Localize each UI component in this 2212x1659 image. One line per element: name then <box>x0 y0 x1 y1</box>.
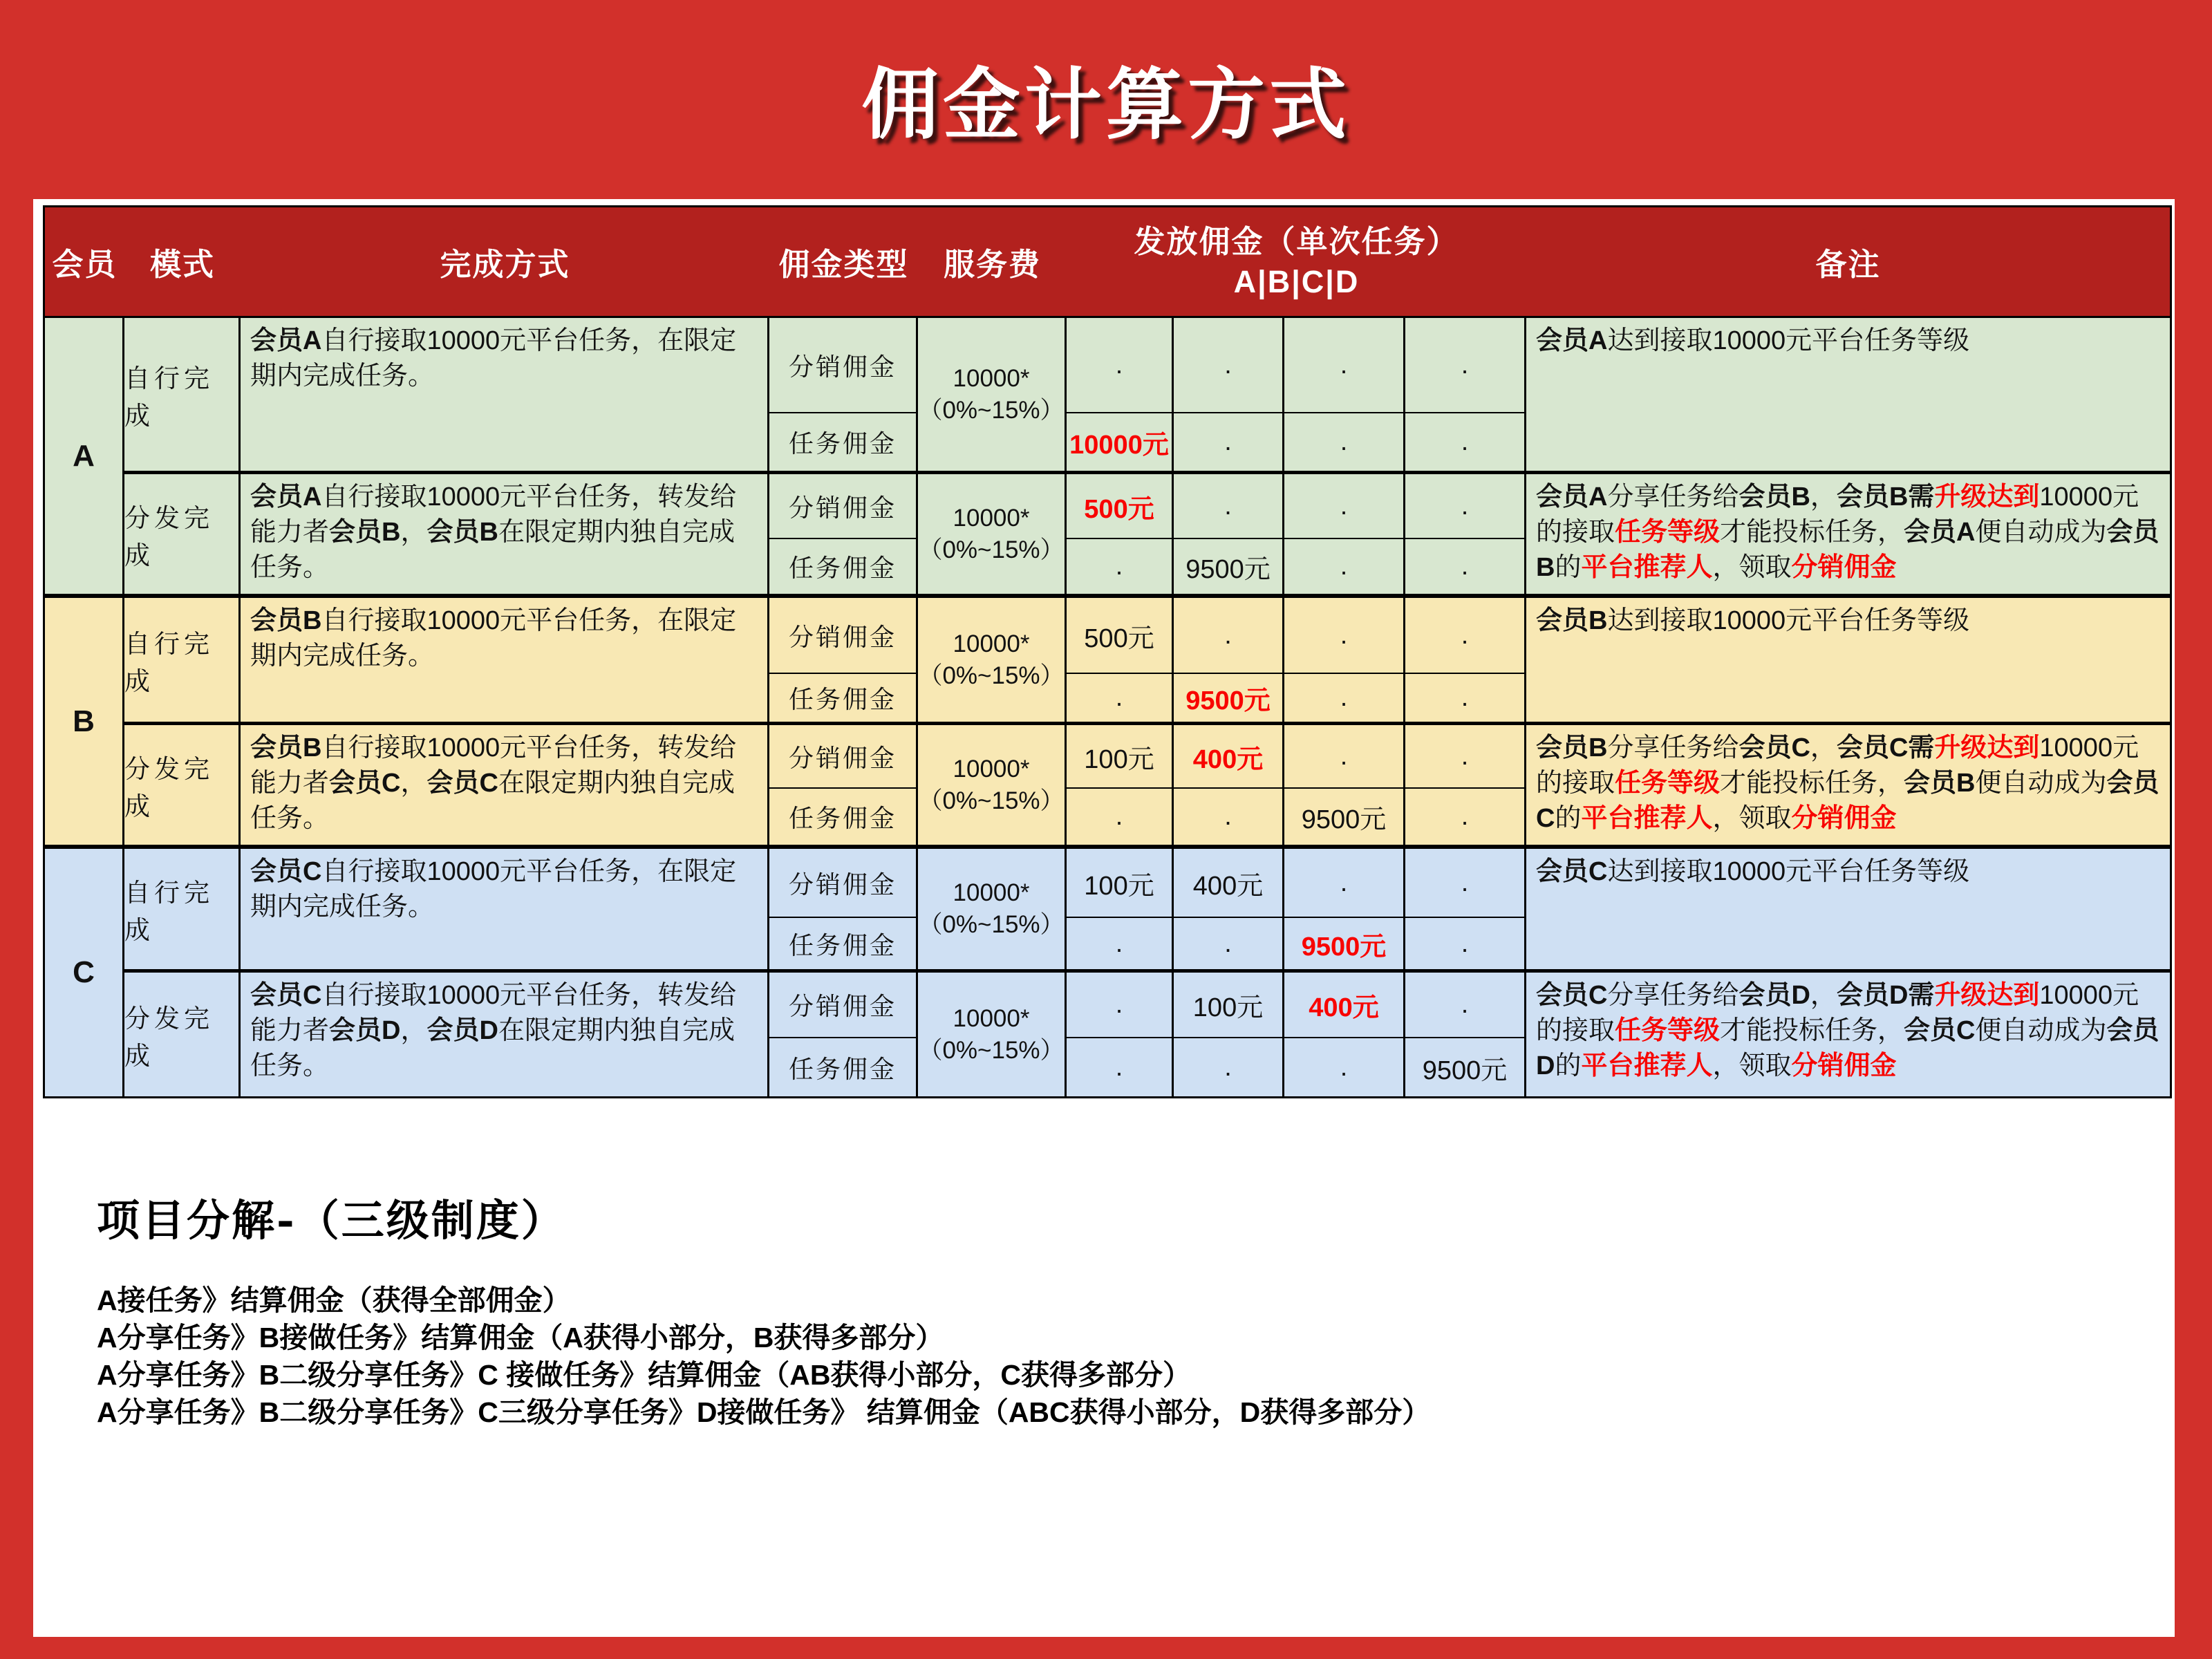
commission-type-cell: 分销佣金 <box>769 973 918 1038</box>
commission-type-cell: 任务佣金 <box>769 539 918 598</box>
commission-type-cell: 任务佣金 <box>769 1038 918 1096</box>
payout-cell-C: . <box>1284 598 1405 674</box>
service-fee-line2: （0%~15%） <box>918 787 1065 814</box>
remark-cell: 会员B达到接取10000元平台任务等级 <box>1526 598 2170 725</box>
payout-cell-A: . <box>1067 918 1174 973</box>
service-fee-line1: 10000* <box>953 630 1030 657</box>
completion-cell: 会员A自行接取10000元平台任务，转发给能力者会员B，会员B在限定期内独自完成任务。 <box>241 474 769 598</box>
member-cell-B: B <box>45 598 124 849</box>
service-fee-line2: （0%~15%） <box>918 396 1065 424</box>
service-fee-line1: 10000* <box>953 879 1030 906</box>
payout-cell-B: 400元 <box>1174 725 1284 789</box>
payout-cell-C: . <box>1284 1038 1405 1096</box>
content-panel <box>33 199 2175 1637</box>
mode-cell: 自行完成 <box>124 318 241 474</box>
completion-cell: 会员B自行接取10000元平台任务，在限定期内完成任务。 <box>241 598 769 725</box>
service-fee-line2: （0%~15%） <box>918 536 1065 563</box>
service-fee-line2: （0%~15%） <box>918 662 1065 689</box>
mode-cell: 自行完成 <box>124 598 241 725</box>
payout-cell-D: 9500元 <box>1405 1038 1526 1096</box>
completion-cell: 会员A自行接取10000元平台任务，在限定期内完成任务。 <box>241 318 769 474</box>
payout-cell-B: 400元 <box>1174 849 1284 918</box>
completion-cell: 会员C自行接取10000元平台任务，转发给能力者会员D，会员D在限定期内独自完成任务。 <box>241 973 769 1096</box>
commission-type-cell: 分销佣金 <box>769 725 918 789</box>
payout-cell-C: 9500元 <box>1284 789 1405 849</box>
payout-cell-B: . <box>1174 474 1284 539</box>
payout-cell-A: 10000元 <box>1067 413 1174 474</box>
payout-cell-B: . <box>1174 918 1284 973</box>
payout-cell-D: . <box>1405 318 1526 413</box>
mode-cell: 分发完成 <box>124 973 241 1096</box>
payout-cell-A: 100元 <box>1067 725 1174 789</box>
service-fee-line2: （0%~15%） <box>918 1036 1065 1064</box>
payout-cell-B: 100元 <box>1174 973 1284 1038</box>
payout-cell-B: . <box>1174 1038 1284 1096</box>
commission-type-cell: 分销佣金 <box>769 598 918 674</box>
commission-type-cell: 分销佣金 <box>769 849 918 918</box>
col-header-completion: 完成方式 <box>241 207 769 318</box>
col-header-member: 会员 <box>45 207 124 318</box>
payout-cell-C: . <box>1284 539 1405 598</box>
payout-cell-A: . <box>1067 1038 1174 1096</box>
payout-cell-A: 100元 <box>1067 849 1174 918</box>
col-header-service-fee: 服务费 <box>918 207 1067 318</box>
payout-cell-D: . <box>1405 674 1526 725</box>
member-cell-A: A <box>45 318 124 598</box>
breakdown-line: A分享任务》B二级分享任务》C三级分享任务》D接做任务》 结算佣金（ABC获得小部分，D获得多部分） <box>97 1396 1431 1428</box>
payout-cell-D: . <box>1405 918 1526 973</box>
col-header-mode: 模式 <box>124 207 241 318</box>
remark-cell: 会员C达到接取10000元平台任务等级 <box>1526 849 2170 973</box>
payout-cell-C: . <box>1284 725 1405 789</box>
payout-cell-D: . <box>1405 598 1526 674</box>
payout-cell-D: . <box>1405 413 1526 474</box>
commission-type-cell: 任务佣金 <box>769 674 918 725</box>
payout-cell-C: . <box>1284 413 1405 474</box>
payout-cell-B: . <box>1174 413 1284 474</box>
payout-cell-A: . <box>1067 973 1174 1038</box>
service-fee-cell <box>918 598 1067 725</box>
commission-type-cell: 分销佣金 <box>769 318 918 413</box>
remark-cell: 会员A达到接取10000元平台任务等级 <box>1526 318 2170 474</box>
payout-cell-C: . <box>1284 474 1405 539</box>
payout-cell-B: . <box>1174 318 1284 413</box>
mode-cell: 自行完成 <box>124 849 241 973</box>
payout-cell-C: 400元 <box>1284 973 1405 1038</box>
payout-cell-D: . <box>1405 474 1526 539</box>
service-fee-cell <box>918 849 1067 973</box>
breakdown-line: A分享任务》B二级分享任务》C 接做任务》结算佣金（AB获得小部分，C获得多部分） <box>97 1359 1192 1391</box>
payout-cell-B: . <box>1174 598 1284 674</box>
payout-cell-D: . <box>1405 789 1526 849</box>
payout-cell-D: . <box>1405 849 1526 918</box>
completion-cell: 会员B自行接取10000元平台任务，转发给能力者会员C，会员C在限定期内独自完成任务。 <box>241 725 769 849</box>
page-title: 佣金计算方式 <box>861 59 1351 150</box>
service-fee-cell <box>918 973 1067 1096</box>
mode-cell: 分发完成 <box>124 725 241 849</box>
payout-cell-D: . <box>1405 539 1526 598</box>
col-header-remark: 备注 <box>1526 207 2170 318</box>
remark-cell: 会员C分享任务给会员D，会员D需升级达到10000元的接取任务等级才能投标任务，会员C便自动成为会员D的平台推荐人，领取分销佣金 <box>1526 973 2170 1096</box>
payout-cell-C: . <box>1284 318 1405 413</box>
commission-table <box>43 205 2172 1098</box>
payout-cell-C: . <box>1284 849 1405 918</box>
payout-header-line1: 发放佣金（单次任务） <box>1134 223 1459 259</box>
payout-cell-A: . <box>1067 318 1174 413</box>
service-fee-cell <box>918 474 1067 598</box>
service-fee-line1: 10000* <box>953 1004 1030 1032</box>
completion-cell: 会员C自行接取10000元平台任务，在限定期内完成任务。 <box>241 849 769 973</box>
commission-type-cell: 任务佣金 <box>769 413 918 474</box>
payout-header-line2: A|B|C|D <box>1233 263 1360 299</box>
payout-cell-A: . <box>1067 789 1174 849</box>
remark-cell: 会员B分享任务给会员C，会员C需升级达到10000元的接取任务等级才能投标任务，会员B便自动成为会员C的平台推荐人，领取分销佣金 <box>1526 725 2170 849</box>
payout-cell-A: . <box>1067 539 1174 598</box>
col-header-payout <box>1067 207 1526 318</box>
commission-type-cell: 分销佣金 <box>769 474 918 539</box>
col-header-commission-type: 佣金类型 <box>769 207 918 318</box>
payout-cell-B: 9500元 <box>1174 539 1284 598</box>
service-fee-line1: 10000* <box>953 364 1030 392</box>
service-fee-line1: 10000* <box>953 504 1030 532</box>
payout-cell-D: . <box>1405 973 1526 1038</box>
breakdown-line: A分享任务》B接做任务》结算佣金（A获得小部分，B获得多部分） <box>97 1322 944 1353</box>
payout-cell-A: 500元 <box>1067 474 1174 539</box>
payout-cell-C: 9500元 <box>1284 918 1405 973</box>
payout-cell-B: . <box>1174 789 1284 849</box>
payout-cell-B: 9500元 <box>1174 674 1284 725</box>
breakdown-line: A接任务》结算佣金（获得全部佣金） <box>97 1284 571 1316</box>
service-fee-cell <box>918 725 1067 849</box>
payout-cell-C: . <box>1284 674 1405 725</box>
mode-cell: 分发完成 <box>124 474 241 598</box>
payout-cell-A: . <box>1067 674 1174 725</box>
service-fee-line2: （0%~15%） <box>918 911 1065 938</box>
commission-type-cell: 任务佣金 <box>769 789 918 849</box>
breakdown-list <box>97 1282 1430 1431</box>
remark-cell: 会员A分享任务给会员B，会员B需升级达到10000元的接取任务等级才能投标任务，会员A便自动成为会员B的平台推荐人，领取分销佣金 <box>1526 474 2170 598</box>
breakdown-heading: 项目分解-（三级制度） <box>97 1195 566 1246</box>
payout-cell-D: . <box>1405 725 1526 789</box>
member-cell-C: C <box>45 849 124 1096</box>
commission-type-cell: 任务佣金 <box>769 918 918 973</box>
service-fee-line1: 10000* <box>953 755 1030 782</box>
service-fee-cell <box>918 318 1067 474</box>
payout-cell-A: 500元 <box>1067 598 1174 674</box>
